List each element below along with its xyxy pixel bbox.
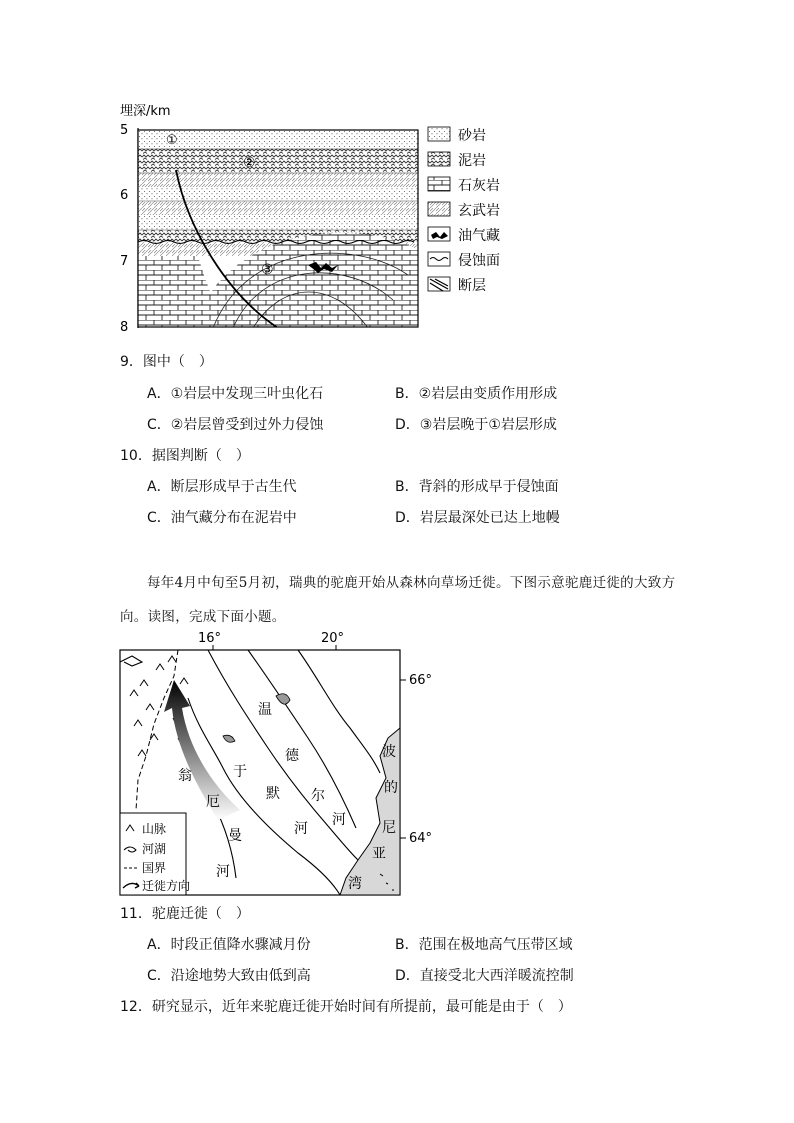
q10-option-b[interactable]: B．背斜的形成早于侵蚀面 — [395, 479, 559, 495]
y-tick-7: 7 — [120, 254, 129, 269]
legend-label-mudstone: 泥岩 — [458, 153, 486, 169]
q10-option-a[interactable]: A．断层形成早于古生代 — [147, 479, 297, 495]
q9-option-d[interactable]: D．③岩层晚于①岩层形成 — [395, 417, 557, 433]
river-name-yu: 于 — [233, 764, 247, 780]
y-tick-5: 5 — [120, 123, 129, 138]
q11-option-c[interactable]: C．沿途地势大致由低到高 — [147, 968, 311, 984]
legend-label-border: 国界 — [142, 861, 167, 875]
moose-migration-map — [118, 628, 448, 898]
q9-stem: 9．图中（ ） — [120, 354, 213, 370]
river-name-man: 曼 — [228, 828, 242, 844]
q12-stem: 12．研究显示，近年来驼鹿迁徙开始时间有所提前，最可能是由于（ ） — [120, 999, 572, 1015]
q11-option-b[interactable]: B．范围在极地高气压带区域 — [395, 937, 573, 953]
q11-option-a[interactable]: A．时段正值降水骤减月份 — [147, 937, 311, 953]
legend-label-oil-gas: 油气藏 — [458, 228, 500, 244]
river-name-mo: 默 — [266, 786, 280, 802]
legend-label-limestone: 石灰岩 — [458, 178, 500, 194]
q9-option-a[interactable]: A．①岩层中发现三叶虫化石 — [147, 386, 324, 402]
legend-label-mountain: 山脉 — [142, 822, 167, 836]
river-name-he2: 河 — [216, 864, 230, 880]
fig2-legend — [120, 813, 190, 895]
river-name-weng: 翁 — [178, 768, 192, 784]
legend-label-erosion: 侵蚀面 — [458, 253, 500, 269]
basalt-pattern-icon — [428, 202, 450, 216]
legend-label-river-lake: 河湖 — [142, 842, 167, 856]
q10-option-c[interactable]: C．油气藏分布在泥岩中 — [147, 510, 297, 526]
river-name-he1: 河 — [332, 812, 346, 828]
lat-label-64: 64° — [409, 831, 433, 846]
gulf-name-wan: 湾 — [348, 876, 362, 892]
limestone-pattern-icon — [428, 177, 450, 191]
passage-intro: 每年4月中旬至5月初，瑞典的驼鹿开始从森林向草场迁徙。下图示意驼鹿迁徙的大致方向。读图，完成下面小题。 — [120, 575, 676, 625]
gulf-name-de: 的 — [384, 780, 398, 796]
gulf-name-ya: 亚 — [372, 846, 386, 862]
river-name-de: 德 — [285, 748, 299, 764]
lat-label-66: 66° — [409, 673, 433, 688]
lon-label-20: 20° — [321, 631, 345, 646]
layer-label-1: ① — [166, 133, 178, 148]
legend-label-fault: 断层 — [458, 278, 486, 294]
sandstone-pattern-icon — [428, 127, 450, 141]
river-name-e: 厄 — [206, 794, 220, 810]
y-tick-8: 8 — [120, 320, 129, 335]
geology-cross-section — [118, 100, 518, 340]
q11-stem: 11．驼鹿迁徙（ ） — [120, 906, 250, 922]
y-axis-label: 埋深/km — [120, 104, 171, 119]
q10-option-d[interactable]: D．岩层最深处已达上地幔 — [395, 510, 560, 526]
fig1-legend — [428, 127, 500, 294]
river-name-he3: 河 — [294, 821, 308, 837]
q9-option-b[interactable]: B．②岩层由变质作用形成 — [395, 386, 558, 402]
legend-label-migration: 迁徙方向 — [142, 879, 191, 893]
q9-option-c[interactable]: C．②岩层曾受到过外力侵蚀 — [147, 417, 324, 433]
mudstone-pattern-icon — [428, 152, 450, 166]
lon-label-16: 16° — [198, 631, 222, 646]
q10-stem: 10．据图判断（ ） — [120, 448, 250, 464]
layer-label-2: ② — [243, 155, 256, 171]
y-tick-6: 6 — [120, 188, 129, 203]
legend-label-basalt: 玄武岩 — [458, 203, 500, 219]
gulf-name-bo: 波 — [382, 744, 396, 760]
river-name-wen: 温 — [258, 702, 272, 718]
layer-label-3: ③ — [261, 262, 274, 278]
river-name-er: 尔 — [311, 788, 325, 804]
legend-label-sandstone: 砂岩 — [458, 128, 486, 144]
gulf-name-ni: 尼 — [382, 820, 396, 836]
q11-option-d[interactable]: D．直接受北大西洋暖流控制 — [395, 968, 574, 984]
